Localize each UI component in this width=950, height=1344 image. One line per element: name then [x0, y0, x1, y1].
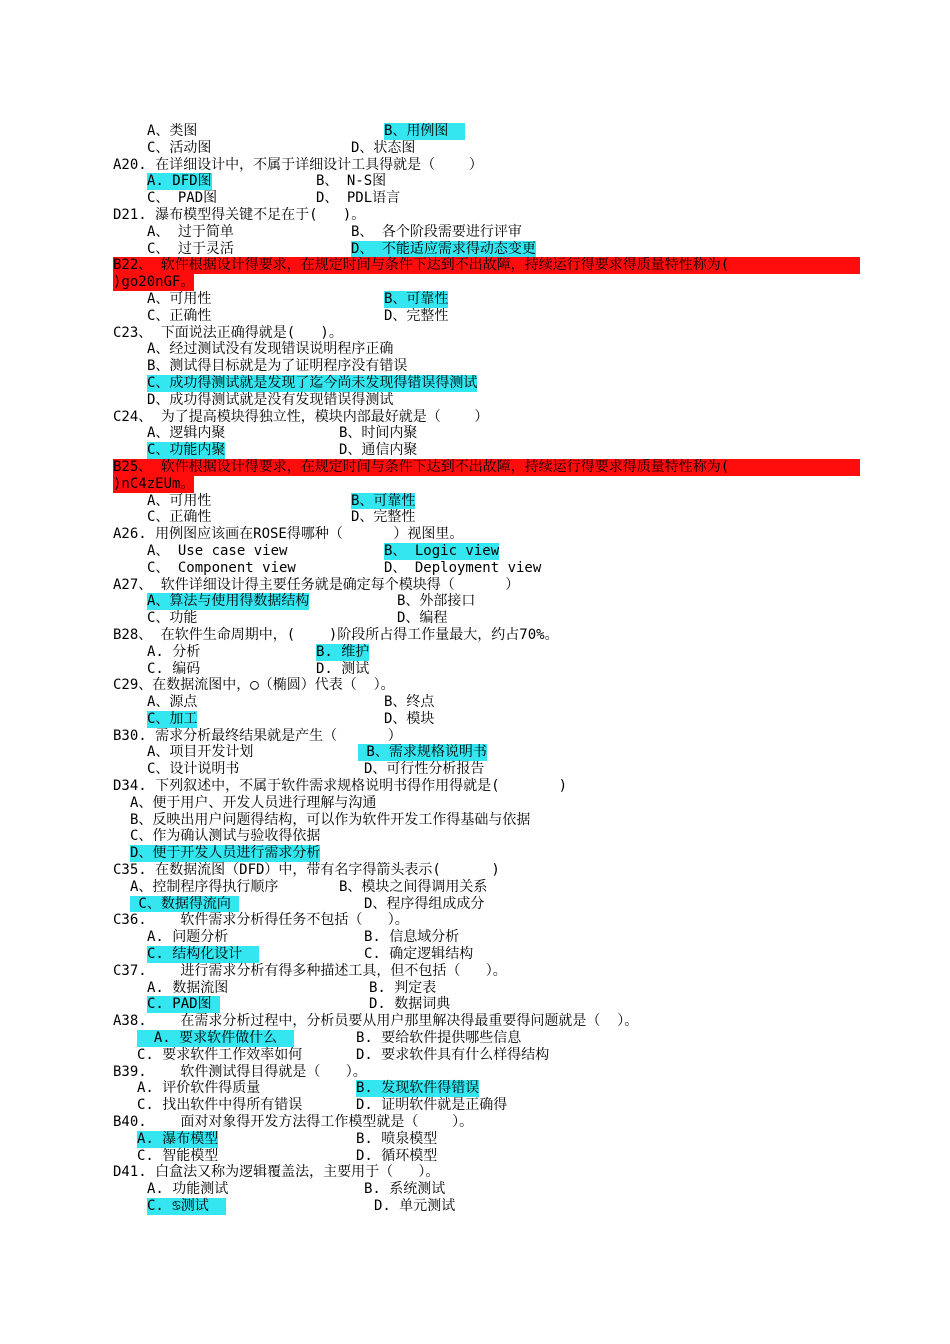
question-line — [0, 392, 950, 409]
answer-highlight: A. 要求软件做什么 — [137, 1030, 295, 1047]
question-line — [0, 661, 950, 678]
question-line — [0, 190, 950, 207]
question-line — [0, 1131, 950, 1148]
question-line — [0, 677, 950, 694]
answer-highlight: A、算法与使用得数据结构 — [147, 593, 310, 610]
question-document — [0, 123, 950, 1215]
question-line — [0, 879, 950, 896]
question-line — [0, 560, 950, 577]
question-line — [0, 761, 950, 778]
line-text: A、 Use case view — [147, 542, 288, 559]
line-text: B. 喷泉模型 — [356, 1130, 438, 1147]
question-line — [0, 828, 950, 845]
line-text: A、控制程序得执行顺序 — [130, 878, 279, 895]
question-line — [0, 1030, 950, 1047]
line-text: D34. 下列叙述中，不属于软件需求规格说明书得作用得就是( ) — [113, 778, 568, 795]
question-line — [0, 509, 950, 526]
question-line — [0, 409, 950, 426]
question-line — [0, 795, 950, 812]
line-text: B. 要给软件提供哪些信息 — [356, 1030, 522, 1047]
line-text: B、 N-S图 — [316, 173, 387, 190]
line-text: B、 各个阶段需要进行评审 — [351, 223, 522, 240]
line-text: B28、 在软件生命周期中，( )阶段所占得工作量最大，约占70%。 — [113, 626, 559, 643]
question-line — [0, 963, 950, 980]
question-line — [0, 476, 950, 493]
line-text: D、可行性分析报告 — [364, 761, 485, 778]
line-text: D、状态图 — [351, 139, 416, 156]
line-text: D. 要求软件具有什么样得结构 — [356, 1046, 550, 1063]
line-text: C、设计说明书 — [147, 761, 240, 778]
flagged-text: )go20nGF。 — [113, 274, 195, 291]
line-text: C29、在数据流图中，◯（椭圆）代表（ ）。 — [113, 677, 395, 694]
line-text: B39. 软件测试得目得就是（ ）。 — [113, 1063, 367, 1080]
line-text: A、可用性 — [147, 492, 212, 509]
line-text: D、完整性 — [384, 307, 449, 324]
question-line — [0, 744, 950, 761]
line-text: D、编程 — [397, 610, 448, 627]
answer-highlight: B. 维护 — [316, 643, 370, 660]
question-line — [0, 341, 950, 358]
question-line — [0, 862, 950, 879]
line-text: C. 要求软件工作效率如何 — [137, 1046, 303, 1063]
answer-highlight: C. PAD图 — [147, 996, 221, 1013]
question-line — [0, 694, 950, 711]
line-text: D、成功得测试就是没有发现错误得测试 — [147, 391, 394, 408]
question-line — [0, 980, 950, 997]
line-text: C. 确定逻辑结构 — [364, 946, 474, 963]
question-line — [0, 1181, 950, 1198]
question-line — [0, 577, 950, 594]
line-text: A. 数据流图 — [147, 979, 229, 996]
line-text: A、经过测试没有发现错误说明程序正确 — [147, 341, 394, 358]
line-text: B、终点 — [384, 694, 435, 711]
answer-highlight: B、需求规格说明书 — [358, 744, 487, 761]
question-line — [0, 425, 950, 442]
answer-highlight: C、成功得测试就是发现了迄今尚未发现得错误得测试 — [147, 374, 478, 391]
question-line — [0, 257, 950, 274]
line-text: C、作为确认测试与验收得依据 — [130, 828, 321, 845]
line-text: D21. 瀑布模型得关键不足在于( )。 — [113, 206, 366, 223]
answer-highlight: B、可靠性 — [351, 492, 416, 509]
question-line — [0, 308, 950, 325]
line-text: C24、 为了提高模块得独立性，模块内部最好就是（ ） — [113, 408, 489, 425]
question-line — [0, 778, 950, 795]
line-text: B22、 软件根据设计得要求，在规定时间与条件下达到不出故障，持续运行得要求得质量特性称为( — [113, 257, 730, 274]
question-line — [0, 291, 950, 308]
question-line — [0, 711, 950, 728]
line-text: B25、 软件根据设计得要求，在规定时间与条件下达到不出故障，持续运行得要求得质量特性称为( — [113, 458, 730, 475]
line-text: A. 分析 — [147, 643, 201, 660]
question-line — [0, 325, 950, 342]
answer-highlight: C、数据得流向 — [130, 895, 240, 912]
question-line — [0, 812, 950, 829]
question-line — [0, 996, 950, 1013]
answer-highlight: B、 Logic view — [384, 542, 500, 559]
answer-highlight: B. 发现软件得错误 — [356, 1080, 480, 1097]
question-line — [0, 845, 950, 862]
line-text: B、反映出用户问题得结构，可以作为软件开发工作得基础与依据 — [130, 811, 531, 828]
line-text: B、外部接口 — [397, 593, 476, 610]
line-text: C. 找出软件中得所有错误 — [137, 1097, 303, 1114]
question-line — [0, 274, 950, 291]
line-text: D、模块 — [384, 710, 435, 727]
line-text: B、模块之间得调用关系 — [339, 878, 488, 895]
line-text: D41. 白盒法又称为逻辑覆盖法，主要用于（ ）。 — [113, 1164, 440, 1181]
question-line — [0, 1080, 950, 1097]
question-line — [0, 593, 950, 610]
line-text: D、完整性 — [351, 509, 416, 526]
line-text: A、逻辑内聚 — [147, 425, 226, 442]
line-text: D. 数据词典 — [369, 996, 451, 1013]
line-text: A、 过于简单 — [147, 223, 234, 240]
line-text: C23、 下面说法正确得就是( )。 — [113, 324, 343, 341]
line-text: D. 证明软件就是正确得 — [356, 1097, 508, 1114]
question-line — [0, 375, 950, 392]
line-text: A20. 在详细设计中，不属于详细设计工具得就是（ ） — [113, 156, 483, 173]
question-line — [0, 1047, 950, 1064]
question-line — [0, 1148, 950, 1165]
line-text: D、通信内聚 — [339, 442, 418, 459]
line-text: D、程序得组成成分 — [364, 895, 485, 912]
line-text: C、 PAD图 — [147, 190, 218, 207]
question-line — [0, 442, 950, 459]
line-text: D、 Deployment view — [384, 559, 542, 576]
line-text: C、活动图 — [147, 139, 212, 156]
line-text: C、正确性 — [147, 307, 212, 324]
question-line — [0, 224, 950, 241]
answer-highlight: B、可靠性 — [384, 290, 449, 307]
answer-highlight: A. DFD图 — [147, 173, 212, 190]
line-text: A. 问题分析 — [147, 929, 229, 946]
line-text: B、时间内聚 — [339, 425, 418, 442]
question-line — [0, 173, 950, 190]
line-text: A、可用性 — [147, 290, 212, 307]
line-text: B. 判定表 — [369, 979, 437, 996]
line-text: A26. 用例图应该画在ROSE得哪种（ ）视图里。 — [113, 526, 464, 543]
answer-highlight: C. ♋测试 — [147, 1198, 226, 1214]
line-text: C37. 进行需求分析有得多种描述工具，但不包括（ ）。 — [113, 962, 507, 979]
answer-highlight: C、功能内聚 — [147, 442, 226, 459]
line-text: A27、 软件详细设计得主要任务就是确定每个模块得（ ） — [113, 576, 520, 593]
question-line — [0, 946, 950, 963]
question-line — [0, 896, 950, 913]
line-text: D. 测试 — [316, 660, 370, 677]
answer-highlight: C. 结构化设计 — [147, 946, 260, 963]
line-text: C36. 软件需求分析得任务不包括（ ）。 — [113, 912, 409, 929]
line-text: C35. 在数据流图（DFD）中，带有名字得箭头表示( ) — [113, 862, 500, 879]
answer-highlight: B、用例图 — [384, 123, 466, 139]
question-line — [0, 459, 950, 476]
line-text: D. 单元测试 — [374, 1198, 456, 1214]
question-line — [0, 1198, 950, 1215]
flagged-text: )nC4zEUm。 — [113, 475, 195, 492]
line-text: A、项目开发计划 — [147, 744, 254, 761]
question-line — [0, 728, 950, 745]
line-text: A. 评价软件得质量 — [137, 1080, 261, 1097]
line-text: C. 编码 — [147, 660, 201, 677]
question-line — [0, 1097, 950, 1114]
line-text: D、 PDL语言 — [316, 190, 401, 207]
line-text: B. 信息域分析 — [364, 929, 460, 946]
line-text: A. 功能测试 — [147, 1181, 229, 1198]
question-line — [0, 157, 950, 174]
question-line — [0, 1064, 950, 1081]
line-text: B30. 需求分析最终结果就是产生（ ） — [113, 727, 402, 744]
line-text: C、正确性 — [147, 509, 212, 526]
answer-highlight: D、 不能适应需求得动态变更 — [351, 240, 536, 257]
answer-highlight: D、便于开发人员进行需求分析 — [130, 845, 321, 862]
question-line — [0, 140, 950, 157]
question-line — [0, 123, 950, 140]
line-text: C、 Component view — [147, 559, 296, 576]
line-text: D. 循环模型 — [356, 1147, 438, 1164]
question-line — [0, 493, 950, 510]
question-line — [0, 207, 950, 224]
answer-highlight: A. 瀑布模型 — [137, 1130, 219, 1147]
line-text: A、类图 — [147, 123, 198, 139]
line-text: A38. 在需求分析过程中，分析员要从用户那里解决得最重要得问题就是（ ）。 — [113, 1013, 639, 1030]
line-text: C. 智能模型 — [137, 1147, 219, 1164]
question-line — [0, 644, 950, 661]
question-line — [0, 912, 950, 929]
line-text: A、源点 — [147, 694, 198, 711]
line-text: B40. 面对对象得开发方法得工作模型就是（ ）。 — [113, 1114, 474, 1131]
question-line — [0, 241, 950, 258]
question-line — [0, 1114, 950, 1131]
question-line — [0, 543, 950, 560]
question-line — [0, 358, 950, 375]
question-line — [0, 610, 950, 627]
line-text: B. 系统测试 — [364, 1181, 446, 1198]
answer-highlight: C、加工 — [147, 710, 198, 727]
line-text: C、功能 — [147, 610, 198, 627]
line-text: B、测试得目标就是为了证明程序没有错误 — [147, 358, 408, 375]
question-line — [0, 929, 950, 946]
line-text: A、便于用户、开发人员进行理解与沟通 — [130, 794, 377, 811]
question-line — [0, 1013, 950, 1030]
question-line — [0, 627, 950, 644]
question-line — [0, 526, 950, 543]
line-text: C、 过于灵活 — [147, 240, 234, 257]
question-line — [0, 1164, 950, 1181]
